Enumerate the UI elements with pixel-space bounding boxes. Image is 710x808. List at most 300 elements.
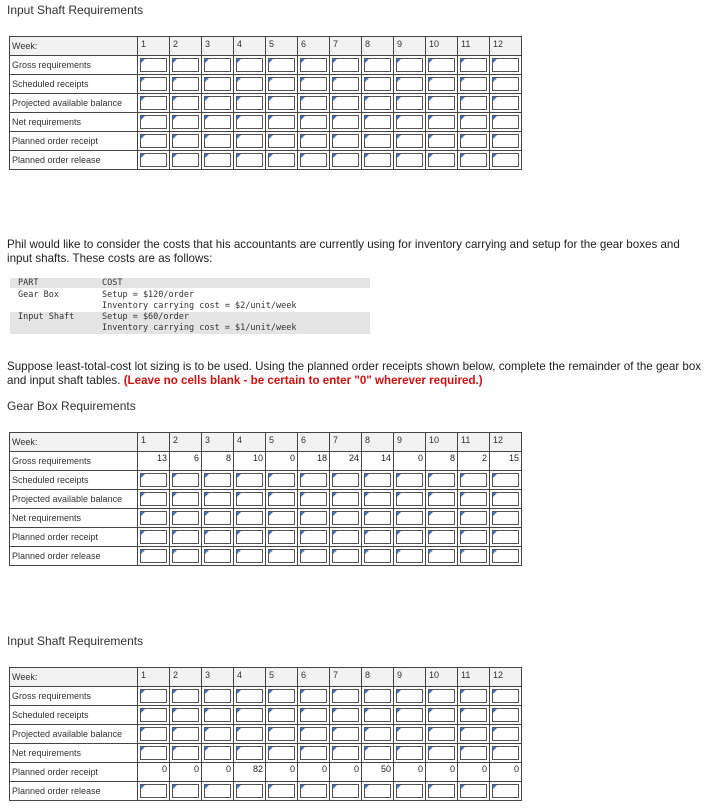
shaft2-net-input-week-8[interactable]: [364, 746, 391, 760]
gearbox-net-input-week-6[interactable]: [300, 511, 327, 525]
shaft2-projected-input-week-4[interactable]: [236, 727, 263, 741]
shaft1-scheduled-week-11: [458, 75, 490, 94]
shaft1-receipt-week-1: [138, 132, 170, 151]
shaft1-projected-input-week-3[interactable]: [204, 96, 231, 110]
shaft2-gross-input-week-12[interactable]: [492, 689, 519, 703]
shaft1-receipt-input-week-5[interactable]: [268, 134, 295, 148]
shaft1-gross-week-9: [394, 56, 426, 75]
shaft1-release-input-week-10[interactable]: [428, 153, 455, 167]
dropdown-marker-icon: [237, 59, 241, 63]
shaft1-net-input-week-4[interactable]: [236, 115, 263, 129]
gearbox-scheduled-input-week-9[interactable]: [396, 473, 423, 487]
shaft1-release-input-week-6[interactable]: [300, 153, 327, 167]
shaft1-projected-input-week-5[interactable]: [268, 96, 295, 110]
shaft2-release-input-week-12[interactable]: [492, 784, 519, 798]
shaft1-net-week-12: [490, 113, 522, 132]
gearbox-release-input-week-2[interactable]: [172, 549, 199, 563]
shaft1-scheduled-input-week-11[interactable]: [460, 77, 487, 91]
shaft1-release-input-week-8[interactable]: [364, 153, 391, 167]
gearbox-net-input-week-11[interactable]: [460, 511, 487, 525]
dropdown-marker-icon: [493, 709, 497, 713]
shaft1-receipt-input-week-4[interactable]: [236, 134, 263, 148]
shaft1-receipt-input-week-3[interactable]: [204, 134, 231, 148]
gearbox-net-input-week-7[interactable]: [332, 511, 359, 525]
gear-box-heading: Gear Box Requirements: [7, 399, 136, 413]
input-shaft-carrying-cost: Inventory carrying cost = $1/unit/week: [102, 323, 297, 333]
shaft1-gross-input-week-11[interactable]: [460, 58, 487, 72]
shaft1-row-projected: [10, 94, 522, 113]
shaft1-net-input-week-2[interactable]: [172, 115, 199, 129]
gearbox-receipt-input-week-6[interactable]: [300, 530, 327, 544]
gearbox-release-week-11: [458, 547, 490, 566]
shaft1-scheduled-input-week-1[interactable]: [140, 77, 167, 91]
gearbox-net-input-week-10[interactable]: [428, 511, 455, 525]
dropdown-marker-icon: [141, 116, 145, 120]
shaft2-projected-input-week-2[interactable]: [172, 727, 199, 741]
gearbox-release-week-2: [170, 547, 202, 566]
dropdown-marker-icon: [493, 59, 497, 63]
shaft2-scheduled-input-week-1[interactable]: [140, 708, 167, 722]
dropdown-marker-icon: [333, 728, 337, 732]
shaft1-net-input-week-12[interactable]: [492, 115, 519, 129]
shaft2-net-input-week-2[interactable]: [172, 746, 199, 760]
shaft1-scheduled-input-week-4[interactable]: [236, 77, 263, 91]
shaft1-receipt-input-week-11[interactable]: [460, 134, 487, 148]
shaft2-gross-input-week-1[interactable]: [140, 689, 167, 703]
shaft1-scheduled-input-week-9[interactable]: [396, 77, 423, 91]
dropdown-marker-icon: [429, 550, 433, 554]
shaft2-release-input-week-9[interactable]: [396, 784, 423, 798]
gearbox-release-input-week-1[interactable]: [140, 549, 167, 563]
gearbox-projected-input-week-11[interactable]: [460, 492, 487, 506]
shaft1-projected-input-week-4[interactable]: [236, 96, 263, 110]
shaft2-receipt-value: 0: [449, 764, 455, 774]
shaft2-scheduled-input-week-11[interactable]: [460, 708, 487, 722]
dropdown-marker-icon: [269, 512, 273, 516]
gearbox-net-input-week-12[interactable]: [492, 511, 519, 525]
dropdown-marker-icon: [461, 531, 465, 535]
shaft2-scheduled-input-week-2[interactable]: [172, 708, 199, 722]
shaft1-net-input-week-6[interactable]: [300, 115, 327, 129]
dropdown-marker-icon: [269, 97, 273, 101]
shaft1-scheduled-week-1: [138, 75, 170, 94]
dropdown-marker-icon: [301, 135, 305, 139]
shaft2-projected-input-week-5[interactable]: [268, 727, 295, 741]
dropdown-marker-icon: [173, 116, 177, 120]
gearbox-release-input-week-3[interactable]: [204, 549, 231, 563]
gearbox-gross-week-12: [490, 452, 522, 471]
shaft2-release-input-week-8[interactable]: [364, 784, 391, 798]
shaft2-scheduled-input-week-3[interactable]: [204, 708, 231, 722]
gearbox-receipt-input-week-8[interactable]: [364, 530, 391, 544]
gearbox-release-week-10: [426, 547, 458, 566]
gearbox-net-week-10: [426, 509, 458, 528]
shaft2-gross-input-week-2[interactable]: [172, 689, 199, 703]
shaft1-gross-week-5: [266, 56, 298, 75]
shaft2-gross-input-week-11[interactable]: [460, 689, 487, 703]
shaft1-release-input-week-4[interactable]: [236, 153, 263, 167]
dropdown-marker-icon: [397, 135, 401, 139]
gearbox-release-input-week-7[interactable]: [332, 549, 359, 563]
gearbox-release-input-week-8[interactable]: [364, 549, 391, 563]
shaft1-receipt-input-week-12[interactable]: [492, 134, 519, 148]
lot-sizing-main: Suppose least-total-cost lot sizing is to be used. Using the planned order receipts shown below, complete the remainder of the gear box and input shaft tables.: [7, 360, 702, 387]
shaft1-projected-input-week-7[interactable]: [332, 96, 359, 110]
gearbox-net-input-week-4[interactable]: [236, 511, 263, 525]
gearbox-projected-input-week-4[interactable]: [236, 492, 263, 506]
shaft2-scheduled-week-1: [138, 706, 170, 725]
shaft1-scheduled-input-week-8[interactable]: [364, 77, 391, 91]
gearbox-receipt-input-week-2[interactable]: [172, 530, 199, 544]
shaft2-projected-input-week-7[interactable]: [332, 727, 359, 741]
shaft2-week-number: 8: [365, 670, 371, 680]
shaft2-net-input-week-10[interactable]: [428, 746, 455, 760]
shaft2-net-input-week-12[interactable]: [492, 746, 519, 760]
dropdown-marker-icon: [461, 135, 465, 139]
gearbox-gross-value: 8: [449, 453, 455, 463]
shaft1-net-week-2: [170, 113, 202, 132]
dropdown-marker-icon: [301, 154, 305, 158]
shaft1-projected-input-week-8[interactable]: [364, 96, 391, 110]
shaft2-gross-input-week-6[interactable]: [300, 689, 327, 703]
shaft2-scheduled-week-7: [330, 706, 362, 725]
gearbox-week-4-header: [234, 433, 266, 452]
shaft2-projected-week-6: [298, 725, 330, 744]
shaft2-projected-input-week-10[interactable]: [428, 727, 455, 741]
shaft2-projected-input-week-3[interactable]: [204, 727, 231, 741]
shaft1-net-input-week-10[interactable]: [428, 115, 455, 129]
gearbox-row-projected: [10, 490, 522, 509]
gearbox-release-input-week-6[interactable]: [300, 549, 327, 563]
dropdown-marker-icon: [205, 154, 209, 158]
shaft1-receipt-input-week-9[interactable]: [396, 134, 423, 148]
shaft1-scheduled-week-4: [234, 75, 266, 94]
gearbox-receipt-input-week-7[interactable]: [332, 530, 359, 544]
shaft2-scheduled-week-10: [426, 706, 458, 725]
shaft2-projected-input-week-6[interactable]: [300, 727, 327, 741]
gearbox-gross-week-8: [362, 452, 394, 471]
shaft1-label-net: Net requirements: [10, 113, 138, 132]
cost-table-header-band: [10, 278, 370, 288]
shaft1-gross-input-week-12[interactable]: [492, 58, 519, 72]
shaft1-scheduled-input-week-5[interactable]: [268, 77, 295, 91]
shaft2-release-input-week-5[interactable]: [268, 784, 295, 798]
shaft1-scheduled-input-week-12[interactable]: [492, 77, 519, 91]
shaft2-net-input-week-7[interactable]: [332, 746, 359, 760]
shaft2-gross-input-week-10[interactable]: [428, 689, 455, 703]
shaft2-gross-input-week-9[interactable]: [396, 689, 423, 703]
shaft2-scheduled-input-week-6[interactable]: [300, 708, 327, 722]
shaft1-release-input-week-9[interactable]: [396, 153, 423, 167]
gearbox-projected-input-week-8[interactable]: [364, 492, 391, 506]
gearbox-projected-input-week-2[interactable]: [172, 492, 199, 506]
gearbox-week-number: 1: [141, 435, 147, 445]
shaft2-release-input-week-11[interactable]: [460, 784, 487, 798]
gearbox-net-input-week-3[interactable]: [204, 511, 231, 525]
shaft2-projected-input-week-8[interactable]: [364, 727, 391, 741]
shaft1-net-input-week-8[interactable]: [364, 115, 391, 129]
shaft1-net-input-week-11[interactable]: [460, 115, 487, 129]
gearbox-gross-week-6: [298, 452, 330, 471]
dropdown-marker-icon: [269, 550, 273, 554]
gearbox-scheduled-week-1: [138, 471, 170, 490]
shaft1-week-8-header: [362, 37, 394, 56]
shaft1-gross-input-week-8[interactable]: [364, 58, 391, 72]
shaft1-net-input-week-3[interactable]: [204, 115, 231, 129]
shaft1-projected-input-week-9[interactable]: [396, 96, 423, 110]
shaft1-release-week-8: [362, 151, 394, 170]
gearbox-scheduled-input-week-8[interactable]: [364, 473, 391, 487]
shaft1-scheduled-input-week-6[interactable]: [300, 77, 327, 91]
shaft1-receipt-input-week-10[interactable]: [428, 134, 455, 148]
shaft1-net-input-week-9[interactable]: [396, 115, 423, 129]
dropdown-marker-icon: [365, 97, 369, 101]
gearbox-scheduled-input-week-10[interactable]: [428, 473, 455, 487]
shaft2-scheduled-input-week-4[interactable]: [236, 708, 263, 722]
gearbox-row-net: [10, 509, 522, 528]
gearbox-receipt-input-week-4[interactable]: [236, 530, 263, 544]
gearbox-projected-week-10: [426, 490, 458, 509]
dropdown-marker-icon: [141, 493, 145, 497]
gearbox-scheduled-input-week-7[interactable]: [332, 473, 359, 487]
shaft2-release-week-2: [170, 782, 202, 801]
shaft1-receipt-input-week-6[interactable]: [300, 134, 327, 148]
shaft2-scheduled-input-week-5[interactable]: [268, 708, 295, 722]
shaft1-gross-input-week-3[interactable]: [204, 58, 231, 72]
shaft2-net-input-week-9[interactable]: [396, 746, 423, 760]
shaft2-net-input-week-1[interactable]: [140, 746, 167, 760]
gearbox-scheduled-input-week-2[interactable]: [172, 473, 199, 487]
gearbox-receipt-input-week-10[interactable]: [428, 530, 455, 544]
dropdown-marker-icon: [365, 78, 369, 82]
gearbox-scheduled-input-week-12[interactable]: [492, 473, 519, 487]
gearbox-release-input-week-4[interactable]: [236, 549, 263, 563]
input-shaft-table-1: [9, 36, 522, 170]
shaft1-release-week-5: [266, 151, 298, 170]
dropdown-marker-icon: [333, 154, 337, 158]
shaft1-projected-week-5: [266, 94, 298, 113]
shaft2-scheduled-input-week-7[interactable]: [332, 708, 359, 722]
shaft1-scheduled-input-week-2[interactable]: [172, 77, 199, 91]
shaft1-projected-week-2: [170, 94, 202, 113]
shaft1-release-input-week-5[interactable]: [268, 153, 295, 167]
shaft2-projected-input-week-11[interactable]: [460, 727, 487, 741]
shaft2-week-number: 3: [205, 670, 211, 680]
shaft2-release-input-week-1[interactable]: [140, 784, 167, 798]
gearbox-gross-value: 2: [481, 453, 487, 463]
shaft2-gross-input-week-3[interactable]: [204, 689, 231, 703]
shaft1-receipt-input-week-8[interactable]: [364, 134, 391, 148]
gearbox-projected-input-week-10[interactable]: [428, 492, 455, 506]
dropdown-marker-icon: [365, 690, 369, 694]
gearbox-projected-input-week-1[interactable]: [140, 492, 167, 506]
shaft2-scheduled-input-week-12[interactable]: [492, 708, 519, 722]
dropdown-marker-icon: [237, 493, 241, 497]
shaft1-receipt-input-week-7[interactable]: [332, 134, 359, 148]
gearbox-release-input-week-12[interactable]: [492, 549, 519, 563]
shaft1-net-input-week-1[interactable]: [140, 115, 167, 129]
gearbox-scheduled-input-week-1[interactable]: [140, 473, 167, 487]
shaft1-projected-input-week-6[interactable]: [300, 96, 327, 110]
shaft2-scheduled-week-12: [490, 706, 522, 725]
gearbox-scheduled-input-week-3[interactable]: [204, 473, 231, 487]
shaft1-gross-input-week-10[interactable]: [428, 58, 455, 72]
shaft2-projected-input-week-9[interactable]: [396, 727, 423, 741]
shaft2-receipt-value: 0: [289, 764, 295, 774]
shaft1-gross-input-week-1[interactable]: [140, 58, 167, 72]
gearbox-gross-value: 0: [289, 453, 295, 463]
gearbox-projected-input-week-9[interactable]: [396, 492, 423, 506]
shaft2-projected-input-week-1[interactable]: [140, 727, 167, 741]
shaft1-projected-input-week-12[interactable]: [492, 96, 519, 110]
shaft1-release-input-week-2[interactable]: [172, 153, 199, 167]
gearbox-net-input-week-1[interactable]: [140, 511, 167, 525]
shaft2-scheduled-input-week-9[interactable]: [396, 708, 423, 722]
shaft2-gross-input-week-4[interactable]: [236, 689, 263, 703]
shaft1-scheduled-input-week-10[interactable]: [428, 77, 455, 91]
shaft1-projected-input-week-2[interactable]: [172, 96, 199, 110]
shaft2-scheduled-input-week-8[interactable]: [364, 708, 391, 722]
shaft2-net-input-week-3[interactable]: [204, 746, 231, 760]
shaft1-release-input-week-12[interactable]: [492, 153, 519, 167]
shaft2-net-input-week-5[interactable]: [268, 746, 295, 760]
gearbox-projected-input-week-7[interactable]: [332, 492, 359, 506]
gearbox-receipt-input-week-1[interactable]: [140, 530, 167, 544]
shaft1-projected-week-6: [298, 94, 330, 113]
gearbox-scheduled-input-week-4[interactable]: [236, 473, 263, 487]
shaft2-projected-input-week-12[interactable]: [492, 727, 519, 741]
shaft2-gross-week-12: [490, 687, 522, 706]
shaft1-gross-input-week-7[interactable]: [332, 58, 359, 72]
shaft1-net-week-11: [458, 113, 490, 132]
shaft1-net-input-week-5[interactable]: [268, 115, 295, 129]
shaft1-week-number: 12: [493, 39, 504, 49]
gearbox-release-input-week-11[interactable]: [460, 549, 487, 563]
shaft1-projected-input-week-10[interactable]: [428, 96, 455, 110]
shaft1-receipt-week-12: [490, 132, 522, 151]
shaft2-release-input-week-2[interactable]: [172, 784, 199, 798]
shaft2-gross-input-week-5[interactable]: [268, 689, 295, 703]
gearbox-receipt-input-week-9[interactable]: [396, 530, 423, 544]
gearbox-release-input-week-10[interactable]: [428, 549, 455, 563]
gearbox-net-input-week-8[interactable]: [364, 511, 391, 525]
shaft2-release-input-week-3[interactable]: [204, 784, 231, 798]
dropdown-marker-icon: [493, 728, 497, 732]
shaft1-gross-input-week-6[interactable]: [300, 58, 327, 72]
shaft2-release-input-week-6[interactable]: [300, 784, 327, 798]
dropdown-marker-icon: [269, 785, 273, 789]
gearbox-projected-week-9: [394, 490, 426, 509]
gearbox-label-scheduled: Scheduled receipts: [10, 471, 138, 490]
shaft2-week-number: 2: [173, 670, 179, 680]
shaft2-gross-input-week-7[interactable]: [332, 689, 359, 703]
shaft1-gross-input-week-5[interactable]: [268, 58, 295, 72]
shaft1-scheduled-input-week-7[interactable]: [332, 77, 359, 91]
dropdown-marker-icon: [461, 512, 465, 516]
gearbox-net-input-week-2[interactable]: [172, 511, 199, 525]
gearbox-net-input-week-9[interactable]: [396, 511, 423, 525]
shaft1-receipt-input-week-2[interactable]: [172, 134, 199, 148]
gearbox-receipt-week-6: [298, 528, 330, 547]
gearbox-receipt-input-week-11[interactable]: [460, 530, 487, 544]
shaft2-label-week: Week:: [10, 668, 138, 687]
shaft2-release-input-week-10[interactable]: [428, 784, 455, 798]
dropdown-marker-icon: [205, 493, 209, 497]
dropdown-marker-icon: [141, 59, 145, 63]
gearbox-receipt-input-week-5[interactable]: [268, 530, 295, 544]
dropdown-marker-icon: [365, 512, 369, 516]
shaft2-net-input-week-11[interactable]: [460, 746, 487, 760]
dropdown-marker-icon: [141, 690, 145, 694]
shaft1-projected-input-week-1[interactable]: [140, 96, 167, 110]
shaft2-receipt-week-1: [138, 763, 170, 782]
shaft1-release-input-week-7[interactable]: [332, 153, 359, 167]
shaft2-gross-input-week-8[interactable]: [364, 689, 391, 703]
shaft1-release-week-1: [138, 151, 170, 170]
shaft1-receipt-input-week-1[interactable]: [140, 134, 167, 148]
shaft1-scheduled-input-week-3[interactable]: [204, 77, 231, 91]
dropdown-marker-icon: [141, 728, 145, 732]
shaft2-release-input-week-7[interactable]: [332, 784, 359, 798]
shaft1-gross-input-week-2[interactable]: [172, 58, 199, 72]
shaft1-label-release: Planned order release: [10, 151, 138, 170]
shaft2-scheduled-week-6: [298, 706, 330, 725]
shaft1-projected-week-3: [202, 94, 234, 113]
shaft1-receipt-week-2: [170, 132, 202, 151]
shaft2-projected-week-5: [266, 725, 298, 744]
gearbox-projected-input-week-3[interactable]: [204, 492, 231, 506]
shaft1-gross-input-week-4[interactable]: [236, 58, 263, 72]
dropdown-marker-icon: [493, 154, 497, 158]
shaft1-week-10-header: [426, 37, 458, 56]
shaft1-row-scheduled: [10, 75, 522, 94]
shaft2-receipt-week-6: [298, 763, 330, 782]
shaft2-release-input-week-4[interactable]: [236, 784, 263, 798]
shaft1-release-input-week-3[interactable]: [204, 153, 231, 167]
gearbox-scheduled-input-week-5[interactable]: [268, 473, 295, 487]
shaft1-release-input-week-1[interactable]: [140, 153, 167, 167]
gearbox-week-8-header: [362, 433, 394, 452]
gearbox-release-input-week-9[interactable]: [396, 549, 423, 563]
gearbox-projected-input-week-6[interactable]: [300, 492, 327, 506]
shaft1-gross-input-week-9[interactable]: [396, 58, 423, 72]
shaft1-projected-week-4: [234, 94, 266, 113]
dropdown-marker-icon: [333, 78, 337, 82]
shaft1-projected-input-week-11[interactable]: [460, 96, 487, 110]
shaft2-net-input-week-4[interactable]: [236, 746, 263, 760]
shaft2-receipt-week-9: [394, 763, 426, 782]
gearbox-receipt-input-week-12[interactable]: [492, 530, 519, 544]
dropdown-marker-icon: [493, 474, 497, 478]
dropdown-marker-icon: [301, 747, 305, 751]
shaft1-release-input-week-11[interactable]: [460, 153, 487, 167]
shaft1-net-input-week-7[interactable]: [332, 115, 359, 129]
dropdown-marker-icon: [461, 728, 465, 732]
gearbox-projected-input-week-5[interactable]: [268, 492, 295, 506]
gearbox-projected-input-week-12[interactable]: [492, 492, 519, 506]
gearbox-net-input-week-5[interactable]: [268, 511, 295, 525]
shaft2-net-input-week-6[interactable]: [300, 746, 327, 760]
shaft2-scheduled-input-week-10[interactable]: [428, 708, 455, 722]
shaft2-receipt-week-5: [266, 763, 298, 782]
gearbox-scheduled-input-week-6[interactable]: [300, 473, 327, 487]
dropdown-marker-icon: [493, 97, 497, 101]
gearbox-release-input-week-5[interactable]: [268, 549, 295, 563]
shaft2-net-week-12: [490, 744, 522, 763]
gearbox-receipt-input-week-3[interactable]: [204, 530, 231, 544]
dropdown-marker-icon: [141, 747, 145, 751]
gearbox-scheduled-input-week-11[interactable]: [460, 473, 487, 487]
